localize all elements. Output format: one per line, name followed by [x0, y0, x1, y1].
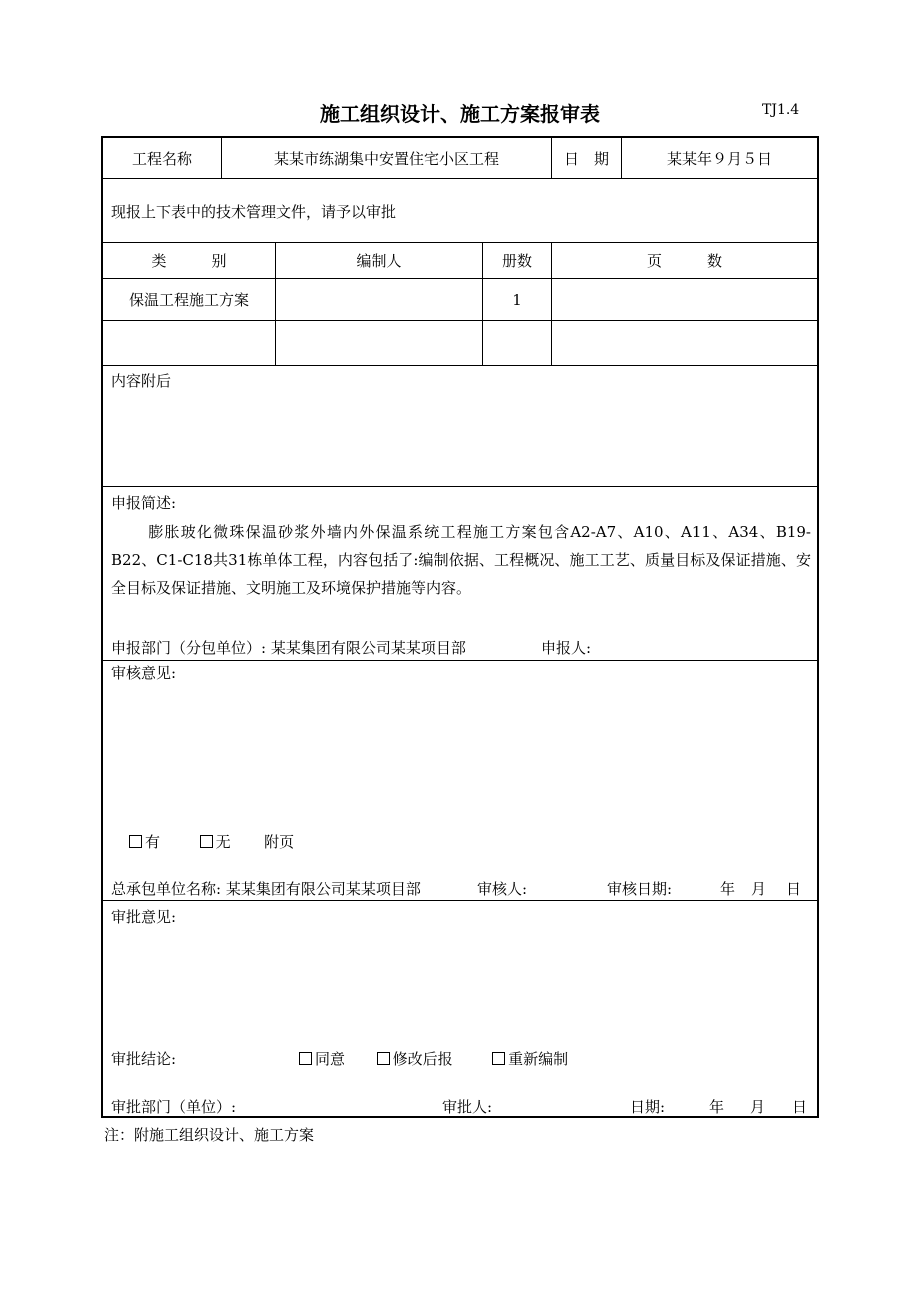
summary-body — [111, 518, 811, 602]
approval-month: 月 — [750, 1098, 766, 1116]
approver-label: 审批人: — [442, 1098, 493, 1116]
divider — [103, 900, 817, 901]
table-cell-category: 保温工程施工方案 — [128, 291, 249, 309]
divider — [103, 660, 817, 661]
review-day: 日 — [786, 880, 802, 898]
table-header-pages: 页 数 — [646, 252, 722, 270]
review-year: 年 — [720, 880, 736, 898]
table-cell-pages — [552, 321, 817, 365]
review-month: 月 — [751, 880, 767, 898]
reviewer-label: 审核人: — [477, 880, 528, 898]
checkbox-has-attachment[interactable] — [129, 835, 142, 848]
approval-date-label: 日期: — [630, 1098, 666, 1116]
review-form — [101, 136, 819, 1118]
summary-dept-line: 申报部门（分包单位）: 某某集团有限公司某某项目部 — [111, 639, 466, 657]
table-cell-category — [103, 321, 275, 365]
summary-text: 膨胀玻化微珠保温砂浆外墙内外保温系统工程施工方案包含A2-A7、A10、A11、A34、B19-B22、C1-C18共31栋单体工程，内容包括了:编制依据、工程概况、施工工艺、质量目标及保证措施、安全目标及保证措施、文明施工及环境保护措施等内容。 — [111, 523, 811, 597]
option-revise-label: 修改后报 — [392, 1050, 453, 1068]
table-cell-author — [276, 321, 482, 365]
divider — [103, 178, 817, 179]
project-name-label: 工程名称 — [131, 149, 192, 168]
table-header-category: 类 别 — [151, 252, 227, 270]
approval-day: 日 — [792, 1098, 808, 1116]
date-value: 某某年９月５日 — [666, 149, 772, 168]
applicant-label: 申报人: — [541, 639, 592, 657]
checkbox-agree[interactable] — [299, 1052, 312, 1065]
project-name-value: 某某市练湖集中安置住宅小区工程 — [273, 149, 499, 168]
review-date-label: 审核日期: — [607, 880, 673, 898]
attached-pages-label: 附页 — [264, 833, 295, 851]
approval-conclusion-label: 审批结论: — [111, 1050, 177, 1068]
attachment-options — [129, 831, 294, 852]
contractor-line: 总承包单位名称: 某某集团有限公司某某项目部 — [111, 880, 421, 898]
checkbox-no-attachment[interactable] — [200, 835, 213, 848]
option-yes-label: 有 — [145, 833, 161, 851]
approval-options — [299, 1048, 568, 1069]
attachment-label: 内容附后 — [111, 372, 172, 390]
table-header-author: 编制人 — [356, 252, 402, 270]
divider — [103, 365, 817, 366]
table-header-volumes: 册数 — [501, 252, 532, 270]
checkbox-redo[interactable] — [492, 1052, 505, 1065]
table-cell-author — [276, 279, 482, 320]
approval-dept-label: 审批部门（单位）: — [111, 1098, 237, 1116]
table-cell-volumes — [483, 321, 551, 365]
approval-label: 审批意见: — [111, 908, 177, 926]
table-cell-pages — [552, 279, 817, 320]
divider — [103, 486, 817, 487]
request-text: 现报上下表中的技术管理文件，请予以审批 — [111, 203, 397, 221]
date-label: 日 期 — [563, 149, 609, 168]
review-label: 审核意见: — [111, 664, 177, 682]
footnote: 注：附施工组织设计、施工方案 — [104, 1126, 315, 1144]
option-agree-label: 同意 — [315, 1050, 346, 1068]
form-code: TJ1.4 — [762, 102, 800, 118]
option-no-label: 无 — [215, 833, 231, 851]
checkbox-revise[interactable] — [377, 1052, 390, 1065]
page-title: 施工组织设计、施工方案报审表 — [320, 102, 600, 126]
option-redo-label: 重新编制 — [508, 1050, 569, 1068]
approval-year: 年 — [709, 1098, 725, 1116]
summary-label: 申报简述: — [111, 494, 177, 512]
table-cell-volumes: 1 — [512, 290, 522, 309]
